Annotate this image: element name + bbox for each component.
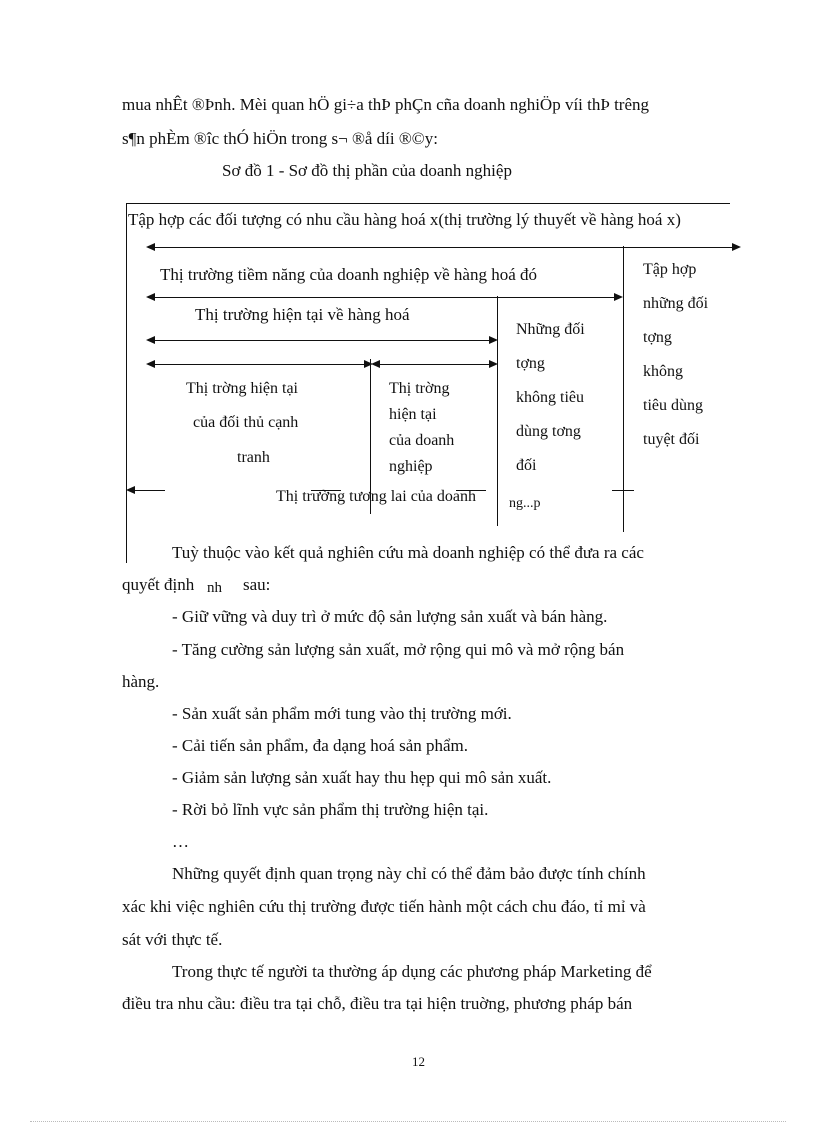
- text-line: mua nhÊt ®Þnh. Mèi quan hÖ gi÷a thÞ phÇn cña doanh nghiÖp víi thÞ trêng: [122, 95, 650, 114]
- option-item: - Giảm sản lượng sản xuất hay thu hẹp qui mô sản xuất.: [172, 768, 552, 787]
- relative-nonconsumers-line: dùng tơng: [516, 423, 581, 440]
- diagram-left-border: [126, 203, 127, 563]
- arrowhead-right: [489, 360, 498, 368]
- relative-nonconsumers-line: không tiêu: [516, 389, 584, 406]
- arrowhead-left: [371, 360, 380, 368]
- diagram-top-border: [126, 203, 730, 204]
- current-market-label: Thị trường hiện tại về hàng hoá: [195, 305, 410, 324]
- arrow-potential-market: [148, 297, 616, 298]
- company-market-line: Thị trờng: [389, 380, 450, 397]
- arrowhead-left: [146, 336, 155, 344]
- relative-nonconsumers-line: tợng: [516, 355, 545, 372]
- paragraph-line: sát với thực tế.: [122, 930, 223, 949]
- absolute-nonconsumers-line: tuyệt đối: [643, 431, 700, 448]
- arrowhead-left: [146, 360, 155, 368]
- competitor-market-line: tranh: [237, 449, 270, 466]
- arrow-current-market: [148, 340, 492, 341]
- company-market-line: hiện tại: [389, 406, 437, 423]
- arrow-future-market: [130, 490, 165, 491]
- option-item: - Cải tiến sản phẩm, đa dạng hoá sản phẩm.: [172, 736, 469, 755]
- arrow-competitor-market: [148, 364, 368, 365]
- text-line: s¶n phÈm ®îc thÓ hiÖn trong s¬ ®å díi ®©y:: [122, 129, 438, 148]
- paragraph-line: Trong thực tế người ta thường áp dụng các phương pháp Marketing để: [172, 962, 652, 981]
- arrow-theoretical-market: [148, 247, 732, 248]
- option-item: - Tăng cường sản lượng sản xuất, mở rộng qui mô và mở rộng bán: [172, 640, 625, 659]
- relative-nonconsumers-line: đối: [516, 457, 537, 474]
- option-item: hàng.: [122, 672, 160, 691]
- competitor-market-line: Thị trờng hiện tại: [186, 380, 298, 397]
- company-market-line: của doanh: [389, 432, 455, 449]
- arrowhead-right: [614, 293, 623, 301]
- paragraph-line: điều tra nhu cầu: điều tra tại chỗ, điều tra tại hiện truờng, phương pháp bán: [122, 994, 633, 1013]
- diagram-header: Tập hợp các đối tượng có nhu cầu hàng hoá x(thị trường lý thuyết về hàng hoá x): [128, 210, 681, 229]
- absolute-nonconsumers-line: những đối: [643, 295, 709, 312]
- paragraph-line: Tuỳ thuộc vào kết quả nghiên cứu mà doanh nghiệp có thể đưa ra các: [172, 543, 644, 562]
- option-item: - Giữ vững và duy trì ở mức độ sản lượng sản xuất và bán hàng.: [172, 607, 608, 626]
- future-market-label: Thị trường tương lai của doanh: [276, 488, 476, 505]
- option-item: - Sản xuất sản phẩm mới tung vào thị trường mới.: [172, 704, 512, 723]
- absolute-nonconsumers-line: tợng: [643, 329, 672, 346]
- relative-nonconsumers-line: Những đối: [516, 321, 585, 338]
- arrowhead-left: [146, 293, 155, 301]
- diagram-divider-middle: [497, 296, 498, 526]
- paragraph-line: Những quyết định quan trọng này chỉ có thể đảm bảo được tính chính: [172, 864, 646, 883]
- arrowhead-left: [146, 243, 155, 251]
- arrowhead-left: [126, 486, 135, 494]
- paragraph-line: quyết định: [122, 575, 195, 594]
- option-item: - Rời bỏ lĩnh vực sản phẩm thị trường hiện tại.: [172, 800, 489, 819]
- potential-market-label: Thị trường tiềm năng của doanh nghiệp về hàng hoá đó: [160, 265, 537, 284]
- ellipsis: …: [172, 832, 189, 851]
- paragraph-line: xác khi việc nghiên cứu thị trường được tiến hành một cách chu đáo, tỉ mỉ và: [122, 897, 646, 916]
- paragraph-line: sau:: [243, 575, 271, 594]
- absolute-nonconsumers-line: không: [643, 363, 683, 380]
- page-bottom-rule: [30, 1121, 786, 1122]
- future-market-tail-clip: [509, 496, 541, 511]
- absolute-nonconsumers-line: tiêu dùng: [643, 397, 703, 414]
- diagram-caption: Sơ đồ 1 - Sơ đồ thị phần của doanh nghiệp: [222, 161, 512, 180]
- arrowhead-right: [732, 243, 741, 251]
- competitor-market-line: của đối thủ cạnh: [193, 414, 299, 431]
- future-market-label-clip: [276, 488, 476, 506]
- company-market-line: nghiệp: [389, 458, 433, 475]
- arrow-company-market: [374, 364, 492, 365]
- paragraph-fragment: nh: [207, 580, 222, 596]
- future-market-label-tail: ng...p: [509, 496, 541, 511]
- arrowhead-right: [489, 336, 498, 344]
- absolute-nonconsumers-line: Tập hợp: [643, 261, 697, 278]
- page-number: 12: [412, 1054, 425, 1069]
- future-tick: [612, 490, 634, 491]
